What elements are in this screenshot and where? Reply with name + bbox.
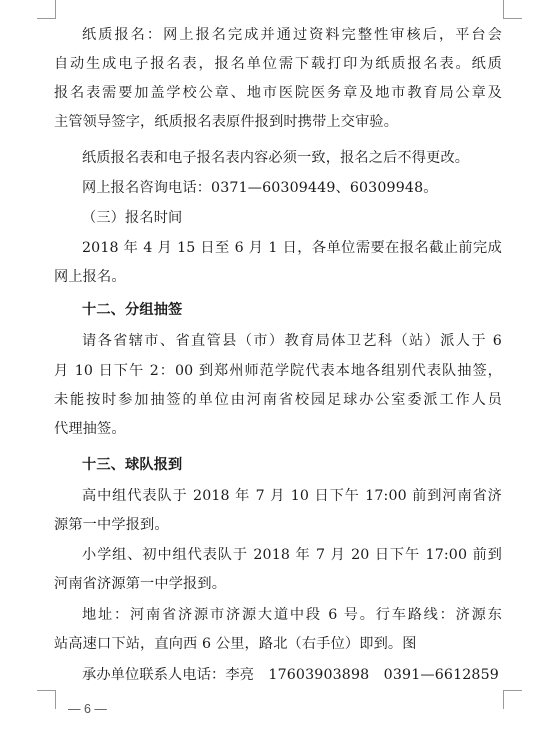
paragraph-line: 未能按时参加抽签的单位由河南省校园足球办公室委派工作人员 xyxy=(54,392,502,408)
paragraph-line: 代理抽签。 xyxy=(54,421,126,437)
paragraph-line: 网上报名。 xyxy=(54,269,126,285)
paragraph-line: 河南省济源第一中学报到。 xyxy=(54,576,227,592)
paragraph-line: 源第一中学报到。 xyxy=(54,517,169,533)
page-number: — 6 — xyxy=(68,702,107,716)
crop-mark-top-left xyxy=(37,0,56,19)
paragraph-line: 纸质报名表和电子报名表内容必须一致，报名之后不得更改。 xyxy=(82,150,470,166)
section-heading: 十三、球队报到 xyxy=(82,457,183,473)
crop-mark-bottom-left xyxy=(37,690,56,709)
paragraph-line: 小学组、初中组代表队于 2018 年 7 月 20 日下午 17:00 前到 xyxy=(82,547,502,563)
paragraph-line: 高中组代表队于 2018 年 7 月 10 日下午 17:00 前到河南省济 xyxy=(82,488,502,504)
paragraph-line: 地址：河南省济源市济源大道中段 6 号。行车路线：济源东 xyxy=(82,607,502,623)
paragraph-line: 月 10 日下午 2：00 到郑州师范学院代表本地各组别代表队抽签， xyxy=(54,363,502,379)
crop-mark-top-right xyxy=(503,0,522,19)
paragraph-line: 报名表需要加盖学校公章、地市医院医务章及地市教育局公章及 xyxy=(54,85,502,101)
paragraph-line: 2018 年 4 月 15 日至 6 月 1 日，各单位需要在报名截止前完成 xyxy=(82,240,502,256)
section-subheading: （三）报名时间 xyxy=(82,210,183,226)
crop-mark-bottom-right xyxy=(503,690,522,709)
paragraph-line: 站高速口下站，直向西 6 公里，路北（右手位）即到。图 xyxy=(54,636,417,652)
paragraph-line: 主管领导签字，纸质报名表原件报到时携带上交审验。 xyxy=(54,114,399,130)
paragraph-line: 承办单位联系人电话：李亮 17603903898 0391—6612859 xyxy=(82,667,499,683)
paragraph-line: 网上报名咨询电话：0371—60309449、60309948。 xyxy=(82,180,438,196)
paragraph-line: 请各省辖市、省直管县（市）教育局体卫艺科（站）派人于 6 xyxy=(82,333,502,349)
paragraph-line: 纸质报名：网上报名完成并通过资料完整性审核后，平台会 xyxy=(82,27,502,43)
paragraph-line: 自动生成电子报名表，报名单位需下载打印为纸质报名表。纸质 xyxy=(54,56,502,72)
section-heading: 十二、分组抽签 xyxy=(82,302,183,318)
